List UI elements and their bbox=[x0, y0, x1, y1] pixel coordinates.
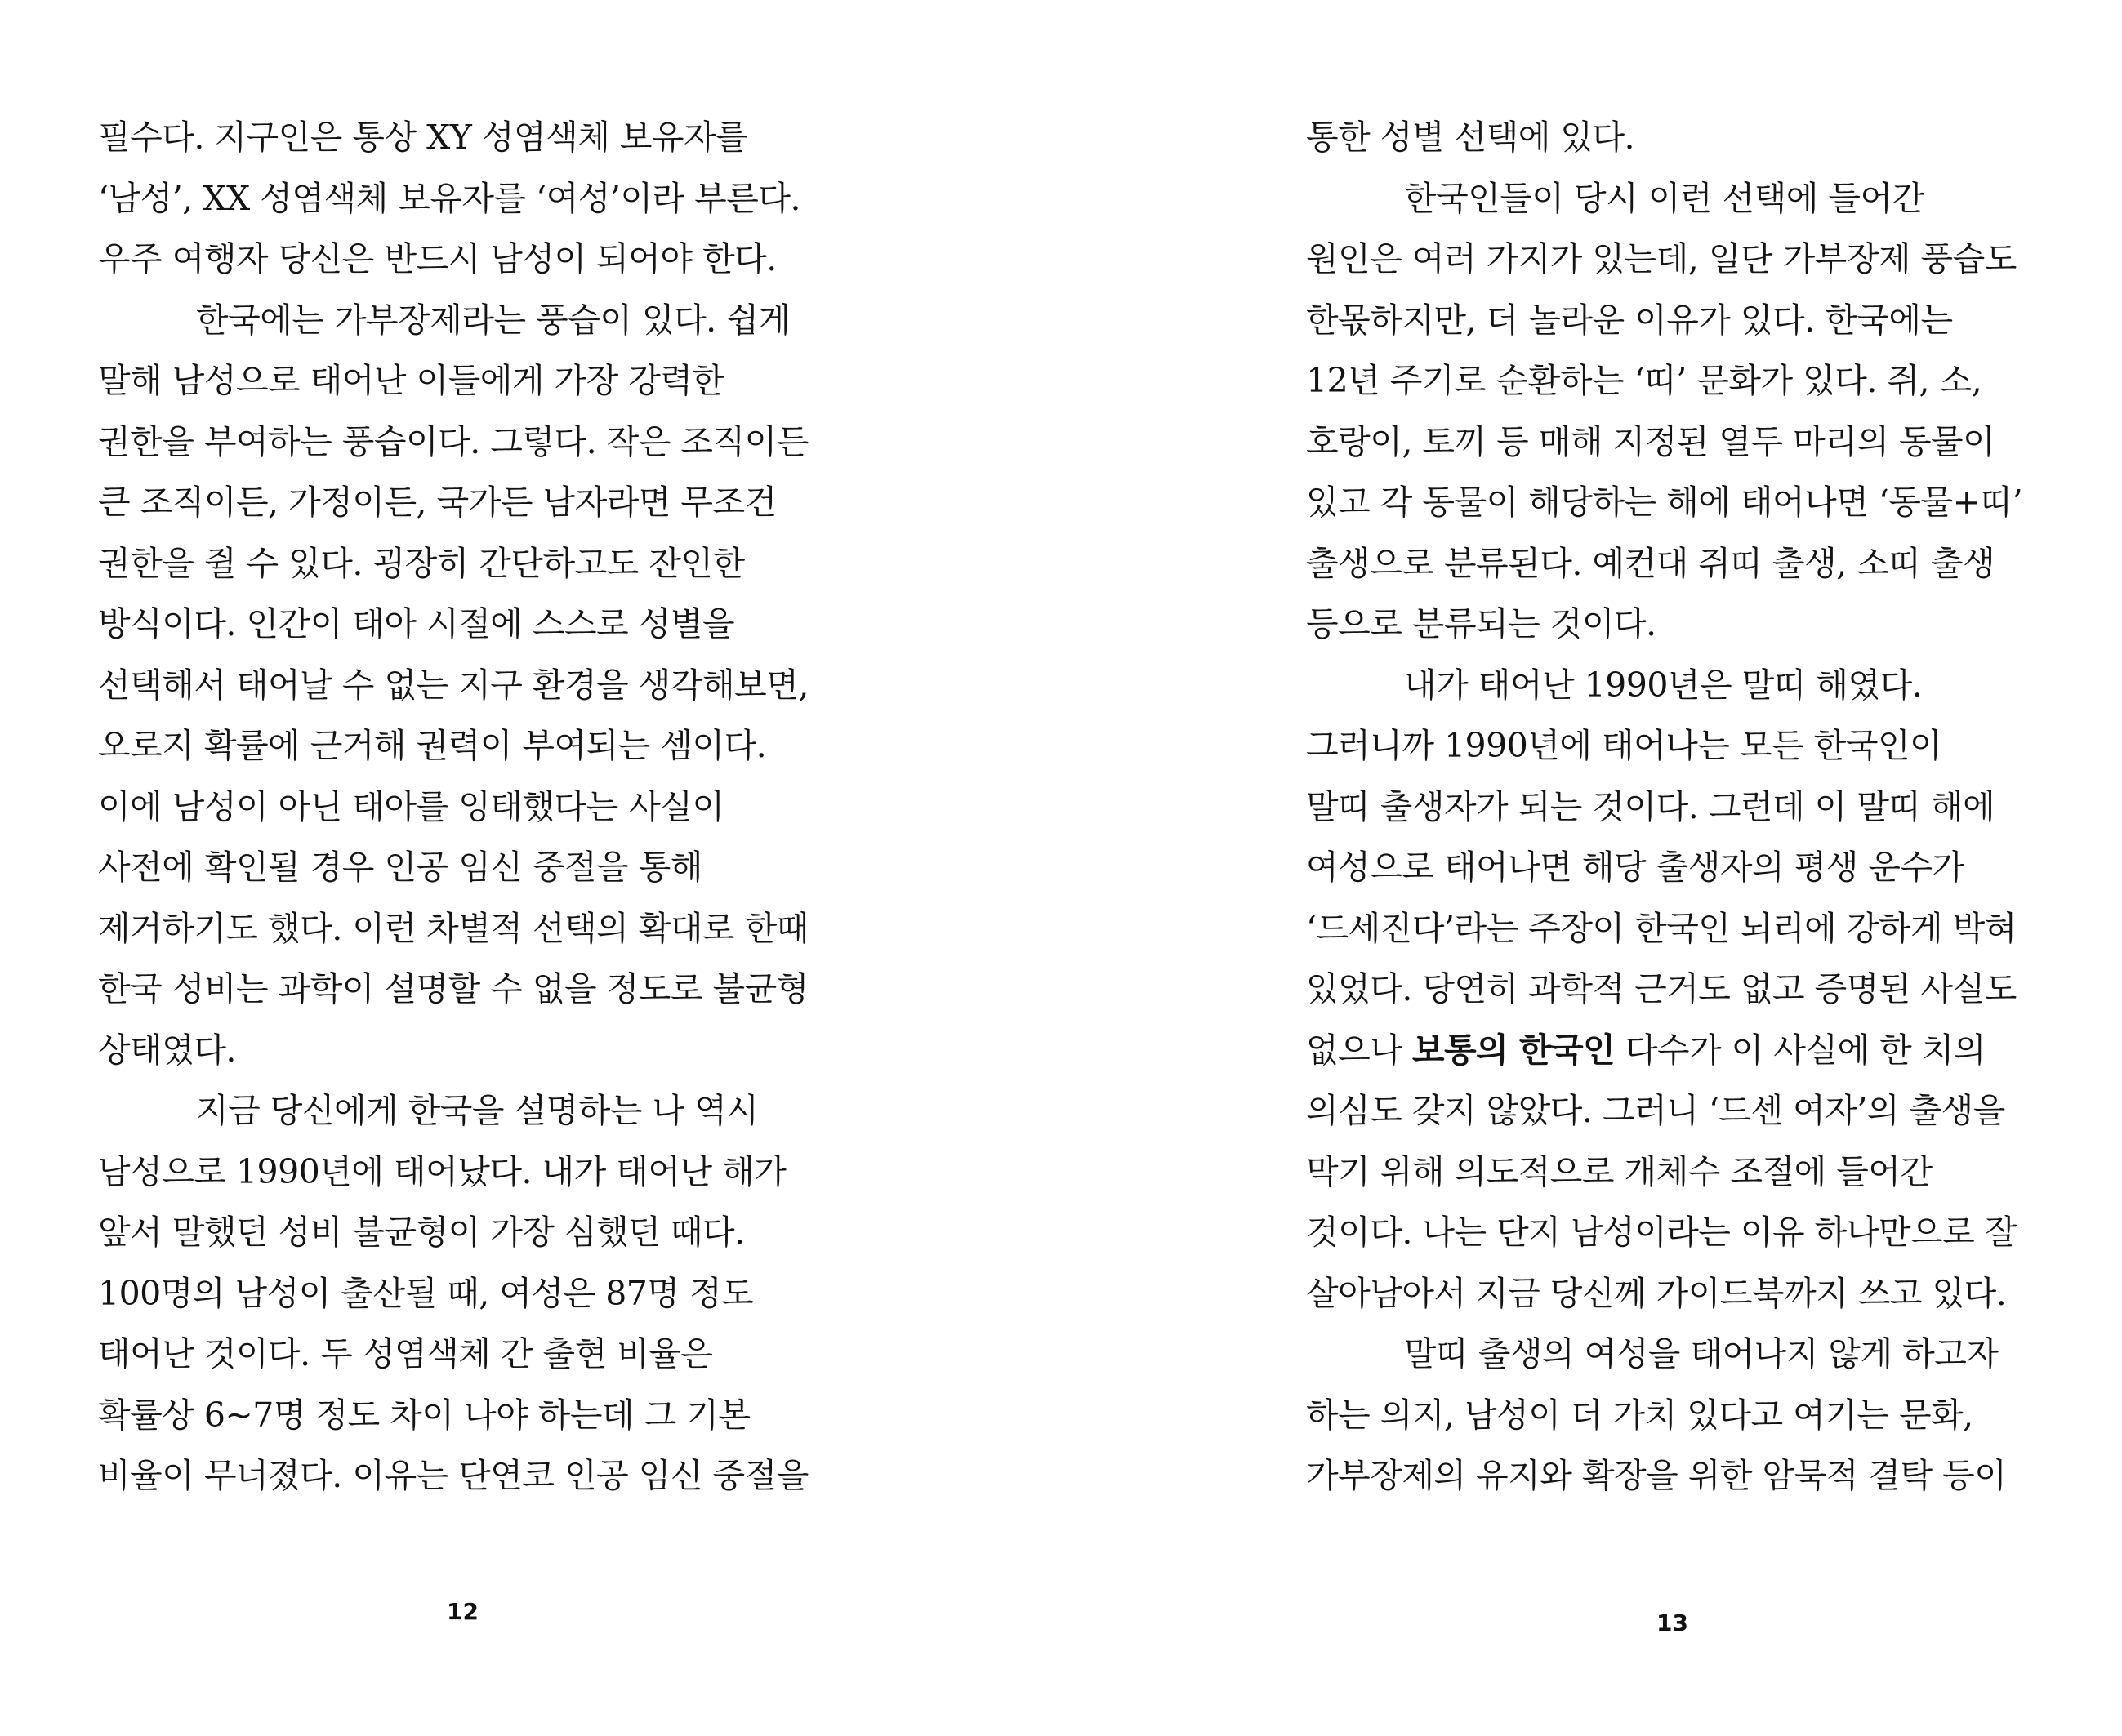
text-line: 권한을 부여하는 풍습이다. 그렇다. 작은 조직이든 bbox=[98, 421, 809, 461]
text-line bbox=[1306, 290, 2041, 351]
right-page-number: 13 bbox=[1656, 1609, 1688, 1636]
text-segment: 것이다. 나는 단지 남성이라는 이유 하나만으로 잘 bbox=[1306, 1213, 2017, 1252]
text-line bbox=[1306, 168, 2041, 229]
left-page-number: 12 bbox=[447, 1598, 479, 1625]
text-segment: 출생으로 분류된다. 예컨대 쥐띠 출생, 소띠 출생 bbox=[1306, 543, 1995, 583]
text-line bbox=[1306, 1385, 2041, 1446]
text-segment: 의심도 갖지 않았다. 그러니 ‘드센 여자’의 출생을 bbox=[1306, 1091, 2005, 1130]
text-line: 지금 당신에게 한국을 설명하는 나 역시 bbox=[196, 1091, 759, 1130]
text-line bbox=[1306, 1080, 2041, 1142]
text-line bbox=[1306, 350, 2041, 412]
text-line bbox=[1306, 959, 2041, 1020]
text-segment: 통한 성별 선택에 있다. bbox=[1306, 118, 1635, 157]
text-line bbox=[1306, 715, 2041, 777]
text-segment: 한국인들이 당시 이런 선택에 들어간 bbox=[1404, 178, 1924, 218]
text-line bbox=[1306, 1445, 2041, 1507]
text-line: 방식이다. 인간이 태아 시절에 스스로 성별을 bbox=[98, 604, 735, 643]
right-page bbox=[1061, 0, 2122, 1736]
left-page-body bbox=[98, 107, 833, 1507]
text-line bbox=[1306, 1202, 2041, 1263]
text-segment: 말띠 출생의 여성을 태어나지 않게 하고자 bbox=[1404, 1334, 1999, 1373]
text-line: 제거하기도 했다. 이런 차별적 선택의 확대로 한때 bbox=[98, 908, 809, 948]
text-line: 비율이 무너졌다. 이유는 단연코 인공 임신 중절을 bbox=[98, 1456, 809, 1495]
text-segment: 다수가 이 사실에 한 치의 bbox=[1615, 1030, 1986, 1070]
text-segment: 호랑이, 토끼 등 매해 지정된 열두 마리의 동물이 bbox=[1306, 421, 1995, 461]
text-segment: 가부장제의 유지와 확장을 위한 암묵적 결탁 등이 bbox=[1306, 1456, 2007, 1495]
text-line bbox=[1306, 594, 2041, 655]
text-line: ‘남성’, XX 성염색체 보유자를 ‘여성’이라 부른다. bbox=[98, 178, 801, 218]
text-line bbox=[1306, 837, 2041, 898]
text-line bbox=[1306, 472, 2041, 533]
text-line bbox=[1306, 412, 2041, 473]
text-line: 한국 성비는 과학이 설명할 수 없을 정도로 불균형 bbox=[98, 969, 809, 1008]
text-line: 남성으로 1990년에 태어났다. 내가 태어난 해가 bbox=[98, 1151, 787, 1191]
text-segment: 여성으로 태어나면 해당 출생자의 평생 운수가 bbox=[1306, 848, 1964, 887]
text-line bbox=[1306, 898, 2041, 959]
text-segment: 하는 의지, 남성이 더 가치 있다고 여기는 문화, bbox=[1306, 1395, 1973, 1435]
text-line: 상태였다. bbox=[98, 1030, 236, 1070]
text-line: 큰 조직이든, 가정이든, 국가든 남자라면 무조건 bbox=[98, 483, 777, 522]
text-segment: 있었다. 당연히 과학적 근거도 없고 증명된 사실도 bbox=[1306, 969, 2017, 1008]
text-line: 오로지 확률에 근거해 권력이 부여되는 셈이다. bbox=[98, 726, 767, 765]
text-segment: 원인은 여러 가지가 있는데, 일단 가부장제 풍습도 bbox=[1306, 239, 2017, 278]
text-line: 말해 남성으로 태어난 이들에게 가장 강력한 bbox=[98, 361, 724, 400]
text-line bbox=[1306, 777, 2041, 838]
text-line bbox=[1306, 533, 2041, 594]
text-line: 필수다. 지구인은 통상 XY 성염색체 보유자를 bbox=[98, 118, 748, 157]
text-segment: 없으나 bbox=[1306, 1030, 1412, 1070]
text-line bbox=[1306, 1142, 2041, 1203]
text-line: 100명의 남성이 출산될 때, 여성은 87명 정도 bbox=[98, 1273, 754, 1313]
text-line: 태어난 것이다. 두 성염색체 간 출현 비율은 bbox=[98, 1334, 713, 1373]
text-segment: 말띠 출생자가 되는 것이다. 그런데 이 말띠 해에 bbox=[1306, 786, 1995, 826]
text-segment: 막기 위해 의도적으로 개체수 조절에 들어간 bbox=[1306, 1151, 1933, 1191]
text-segment: 12년 주기로 순환하는 ‘띠’ 문화가 있다. 쥐, 소, bbox=[1306, 361, 1982, 400]
text-segment: 살아남아서 지금 당신께 가이드북까지 쓰고 있다. bbox=[1306, 1273, 2007, 1313]
text-line: 권한을 쥘 수 있다. 굉장히 간단하고도 잔인한 bbox=[98, 543, 745, 583]
text-segment: ‘드세진다’라는 주장이 한국인 뇌리에 강하게 박혀 bbox=[1306, 908, 2017, 948]
text-line: 한국에는 가부장제라는 풍습이 있다. 쉽게 bbox=[196, 300, 791, 340]
text-line bbox=[1306, 229, 2041, 290]
text-line bbox=[1306, 655, 2041, 716]
text-line: 선택해서 태어날 수 없는 지구 환경을 생각해보면, bbox=[98, 665, 809, 705]
text-segment: 그러니까 1990년에 태어나는 모든 한국인이 bbox=[1306, 726, 1942, 765]
text-line: 앞서 말했던 성비 불균형이 가장 심했던 때다. bbox=[98, 1213, 745, 1252]
text-line bbox=[1306, 1020, 2041, 1081]
text-segment: 등으로 분류되는 것이다. bbox=[1306, 604, 1656, 643]
text-segment: 한몫하지만, 더 놀라운 이유가 있다. 한국에는 bbox=[1306, 300, 1953, 340]
text-line: 사전에 확인될 경우 인공 임신 중절을 통해 bbox=[98, 848, 702, 887]
text-segment: 내가 태어난 1990년은 말띠 해였다. bbox=[1404, 665, 1923, 705]
text-segment: 있고 각 동물이 해당하는 해에 태어나면 ‘동물+띠’ bbox=[1306, 483, 2023, 522]
right-page-body bbox=[1306, 107, 2041, 1507]
text-line bbox=[1306, 1263, 2041, 1324]
text-line: 이에 남성이 아닌 태아를 잉태했다는 사실이 bbox=[98, 786, 724, 826]
text-line: 우주 여행자 당신은 반드시 남성이 되어야 한다. bbox=[98, 239, 777, 278]
bold-phrase: 보통의 한국인 bbox=[1411, 1030, 1616, 1070]
text-line: 확률상 6~7명 정도 차이 나야 하는데 그 기본 bbox=[98, 1395, 751, 1435]
text-line bbox=[1306, 1324, 2041, 1385]
text-line bbox=[1306, 107, 2041, 168]
